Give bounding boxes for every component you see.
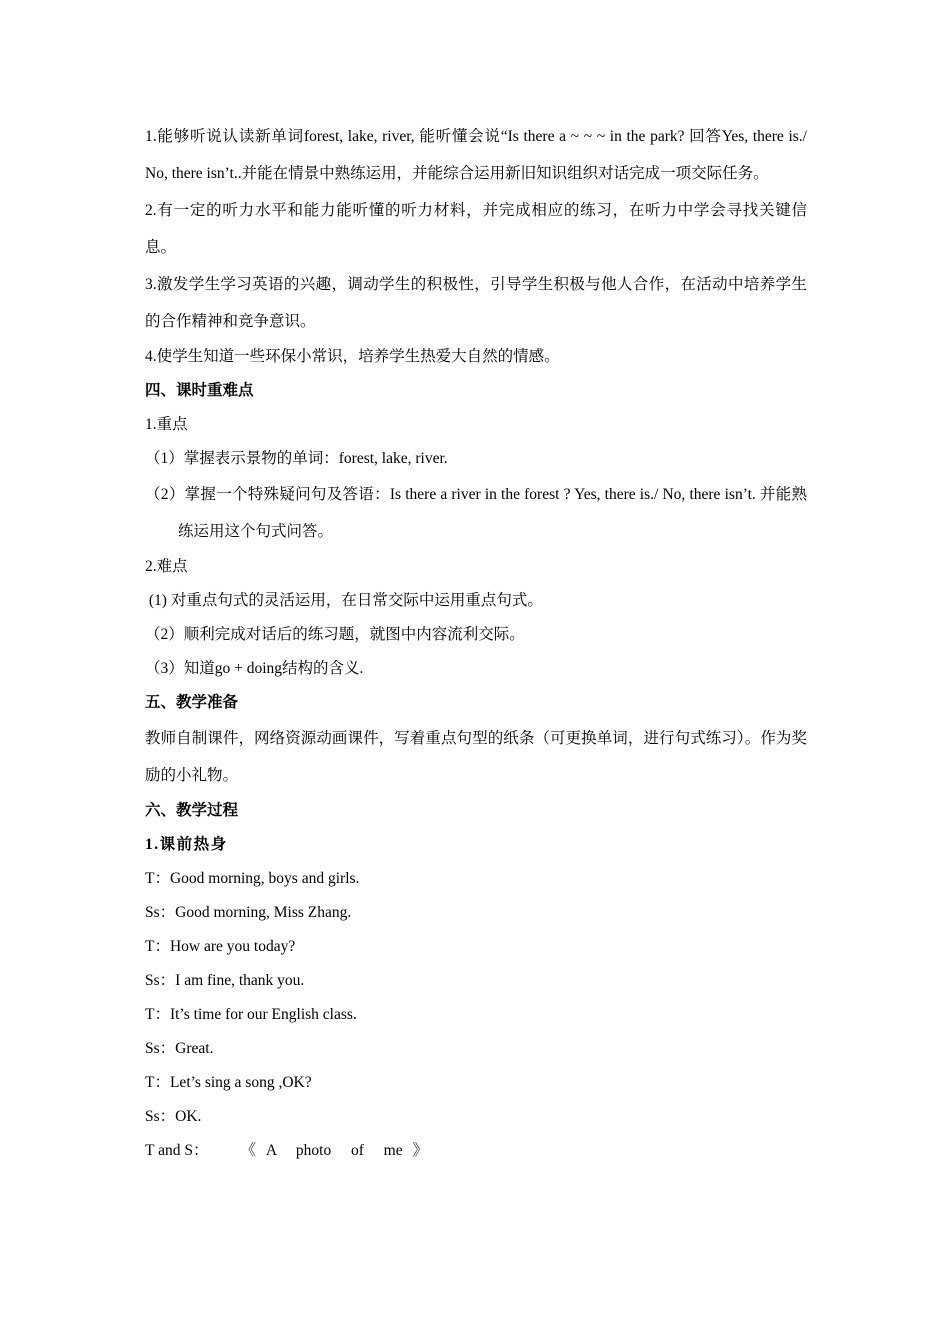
section-6-heading: 六、教学过程	[145, 802, 239, 819]
document-page	[145, 118, 807, 1168]
song-line	[145, 1134, 807, 1168]
warm-up-heading: 1.课前热身	[145, 836, 228, 853]
dialogue-line: Ss：I am fine, thank you.	[145, 972, 305, 989]
section-4-heading: 四、课时重难点	[145, 382, 254, 399]
key-point-2: （2）掌握一个特殊疑问句及答语：Is there a river in the forest ? Yes, there is./ No, there isn’t. 并能熟练运用这个句式问答。	[145, 486, 807, 540]
dialogue-line: Ss：OK.	[145, 1108, 202, 1125]
section-5-heading: 五、教学准备	[145, 694, 239, 711]
dialogue-line: Ss：Great.	[145, 1040, 214, 1057]
difficult-point-3: （3）知道go + doing结构的含义.	[145, 660, 364, 677]
key-point-1: （1）掌握表示景物的单词：forest, lake, river.	[145, 450, 448, 467]
difficult-point-2: （2）顺利完成对话后的练习题，就图中内容流利交际。	[145, 626, 525, 643]
dialogue-line: T：It’s time for our English class.	[145, 1006, 357, 1023]
dialogue-line: T：Let’s sing a song ,OK?	[145, 1074, 312, 1091]
song-title: 《 A photo of me 》	[240, 1142, 428, 1159]
dialogue-line: T：Good morning, boys and girls.	[145, 870, 360, 887]
difficult-point-1: (1) 对重点句式的灵活运用，在日常交际中运用重点句式。	[145, 592, 543, 609]
objective-3: 3.激发学生学习英语的兴趣，调动学生的积极性，引导学生积极与他人合作，在活动中培养学生的合作精神和竞争意识。	[145, 276, 807, 330]
key-points-label: 1.重点	[145, 416, 188, 433]
preparation-text: 教师自制课件，网络资源动画课件，写着重点句型的纸条（可更换单词，进行句式练习）。作为奖励的小礼物。	[145, 730, 807, 784]
dialogue-line: T：How are you today?	[145, 938, 296, 955]
difficult-points-label: 2.难点	[145, 558, 188, 575]
objective-2: 2.有一定的听力水平和能力能听懂的听力材料，并完成相应的练习，在听力中学会寻找关键信息。	[145, 202, 807, 256]
objective-4: 4.使学生知道一些环保小常识，培养学生热爱大自然的情感。	[145, 348, 560, 365]
song-speaker: T and S：	[145, 1142, 209, 1159]
dialogue-line: Ss：Good morning, Miss Zhang.	[145, 904, 352, 921]
objective-1: 1.能够听说认读新单词forest, lake, river, 能听懂会说“Is there a ~ ~ ~ in the park? 回答Yes, there is./ No, there isn’t..并能在情景中熟练运用，并能综合运用新旧知识组织对话完成一项交际任务。	[145, 128, 807, 182]
